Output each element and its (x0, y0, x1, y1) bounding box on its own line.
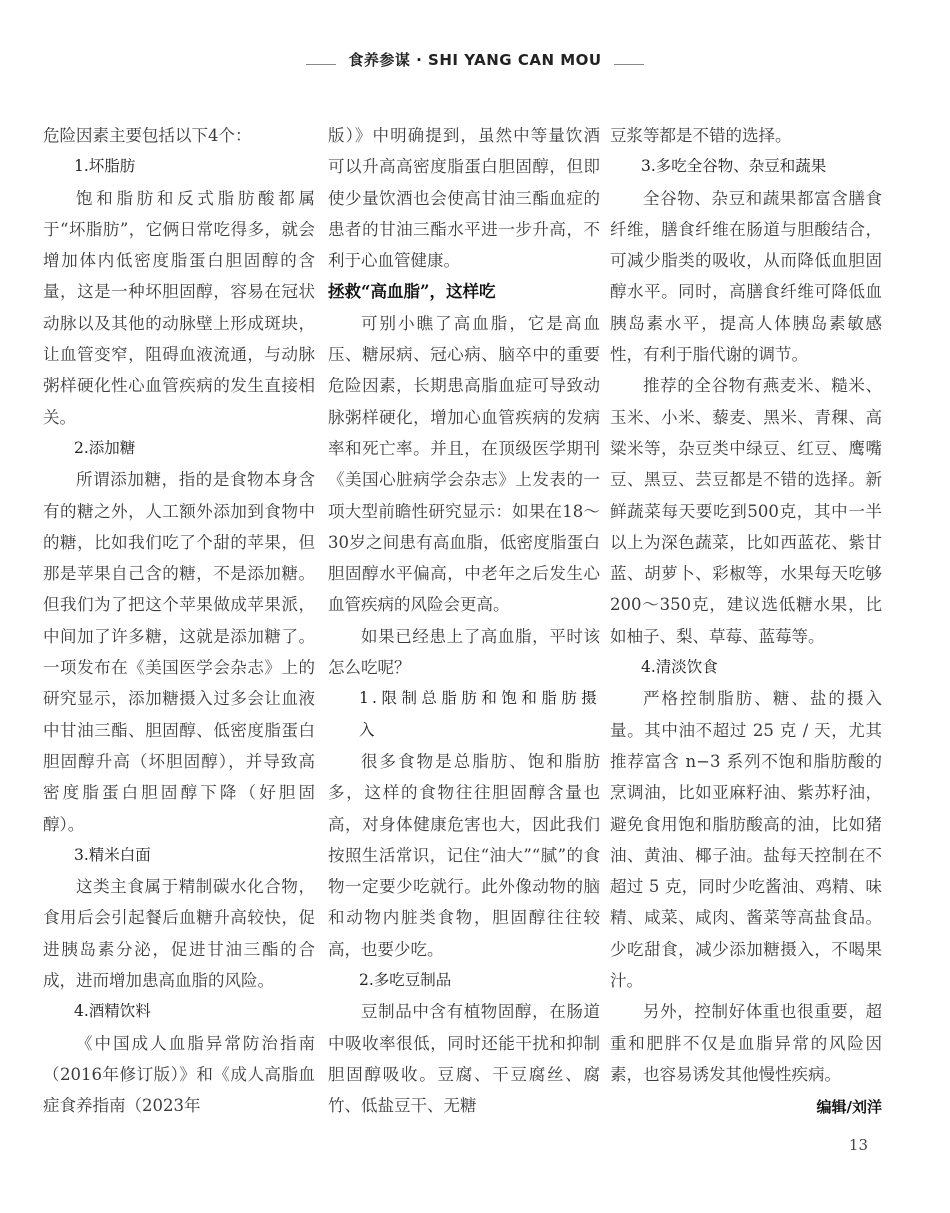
paragraph-risk: 可别小瞧了高血脂，它是高血压、糖尿病、冠心病、脑卒中的重要危险因素，长期患高脂血症可导致动脉粥样硬化，增加心血管疾病的发病率和死亡率。并且，在顶级医学期刊《美国心脏病学会杂志》上发表的一项大型前瞻性研究显示：如果在18～30岁之间患有高血脂，低密度脂蛋白胆固醇水平偏高，中老年之后发生心血管疾病的风险会更高。 (328, 313, 600, 615)
subheading-refined-grains: 3.精米白面 (74, 845, 151, 864)
paragraph-light-diet: 严格控制脂肪、糖、盐的摄入量。其中油不超过 25 克 / 天，尤其推荐富含 n−3 系列不饱和脂肪酸的烹调油，比如亚麻籽油、紫苏籽油，避免食用饱和脂肪酸高的油，比如猪油、黄油、椰子油。盐每天控制在不超过 5 克，同时少吃酱油、鸡精、味精、咸菜、咸肉、酱菜等高盐食品。少吃甜食，减少添加糖摄入，不喝果汁。 (610, 689, 882, 991)
header-title: 食养参谋 · SHI YANG CAN MOU (348, 50, 602, 69)
paragraph-question: 如果已经患上了高血脂，平时该怎么吃呢？ (328, 626, 600, 678)
intro-paragraph: 危险因素主要包括以下4个： (43, 126, 252, 145)
running-header (0, 44, 950, 74)
subheading-added-sugar: 2.添加糖 (74, 438, 136, 457)
column-1 (43, 120, 315, 1122)
paragraph-fiber: 全谷物、杂豆和蔬果都富含膳食纤维，膳食纤维在肠道与胆酸结合，可减少脂类的吸收，从而降低血胆固醇水平。同时，高膳食纤维可降低血胰岛素水平，提高人体胰岛素敏感性，有利于脂代谢的调节。 (610, 188, 882, 365)
paragraph-bad-fat: 饱和脂肪和反式脂肪酸都属于“坏脂肪”，它俩日常吃得多，就会增加体内低密度脂蛋白胆固醇的含量，这是一种坏胆固醇，容易在冠状动脉以及其他的动脉壁上形成斑块，让血管变窄，阻碍血液流通，与动脉粥样硬化性心血管疾病的发生直接相关。 (43, 188, 315, 427)
paragraph-limit-fat: 很多食物是总脂肪、饱和脂肪多，这样的食物往往胆固醇含量也高，对身体健康危害也大，因此我们按照生活常识，记住“油大”“腻”的食物一定要少吃就行。此外像动物的脑和动物内脏类食物，胆固醇往往较高，也要少吃。 (328, 751, 600, 959)
paragraph-refined-grains: 这类主食属于精制碳水化合物，食用后会引起餐后血糖升高较快，促进胰岛素分泌，促进甘油三酯的合成，进而增加患高血脂的风险。 (43, 877, 315, 991)
subheading-soy: 2.多吃豆制品 (359, 971, 452, 990)
subheading-alcohol: 4.酒精饮料 (74, 1002, 151, 1021)
paragraph-added-sugar: 所谓添加糖，指的是食物本身含有的糖之外，人工额外添加到食物中的糖，比如我们吃了个甜的苹果，但那是苹果自己含的糖，不是添加糖。但我们为了把这个苹果做成苹果派，中间加了许多糖，这就是添加糖了。一项发布在《美国医学会杂志》上的研究显示，添加糖摄入过多会让血液中甘油三酯、胆固醇、低密度脂蛋白胆固醇升高（坏胆固醇），并导致高密度脂蛋白胆固醇下降（好胆固醇）。 (43, 470, 315, 834)
paragraph-alcohol-continued: 版）》中明确提到，虽然中等量饮酒可以升高高密度脂蛋白胆固醇，但即使少量饮酒也会使高甘油三酯血症的患者的甘油三酯水平进一步升高，不利于心血管健康。 (328, 126, 600, 271)
paragraph-weight: 另外，控制好体重也很重要，超重和肥胖不仅是血脂异常的风险因素，也容易诱发其他慢性疾病。 (610, 1002, 882, 1084)
paragraph-alcohol: 《中国成人血脂异常防治指南（2016年修订版）》和《成人高脂血症食养指南（2023年 (43, 1033, 315, 1116)
subheading-bad-fat: 1.坏脂肪 (74, 157, 136, 176)
section-heading: 拯救“高血脂”，这样吃 (328, 282, 496, 302)
subheading-light-diet: 4.清淡饮食 (641, 658, 718, 677)
editor-credit: 编辑/刘洋 (816, 1098, 882, 1117)
header-rule-left (306, 64, 336, 65)
column-2 (328, 120, 600, 1122)
paragraph-soy: 豆制品中含有植物固醇，在肠道中吸收率很低，同时还能干扰和抑制胆固醇吸收。豆腐、干豆腐丝、腐竹、低盐豆干、无糖 (328, 1002, 600, 1116)
header-rule-right (614, 64, 644, 65)
page-number: 13 (848, 1136, 868, 1154)
column-3 (610, 120, 882, 1124)
paragraph-recommended-foods: 推荐的全谷物有燕麦米、糙米、玉米、小米、藜麦、黑米、青稞、高粱米等，杂豆类中绿豆、红豆、鹰嘴豆、黑豆、芸豆都是不错的选择。新鲜蔬菜每天要吃到500克，其中一半以上为深色蔬菜，比如西蓝花、紫甘蓝、胡萝卜、彩椒等，水果每天吃够200～350克，建议选低糖水果，比如柚子、梨、草莓、蓝莓等。 (610, 376, 882, 646)
paragraph-soy-continued: 豆浆等都是不错的选择。 (610, 126, 792, 145)
subheading-limit-fat: 1.限制总脂肪和饱和脂肪摄入 (359, 689, 600, 739)
subheading-whole-grains: 3.多吃全谷物、杂豆和蔬果 (641, 157, 827, 176)
